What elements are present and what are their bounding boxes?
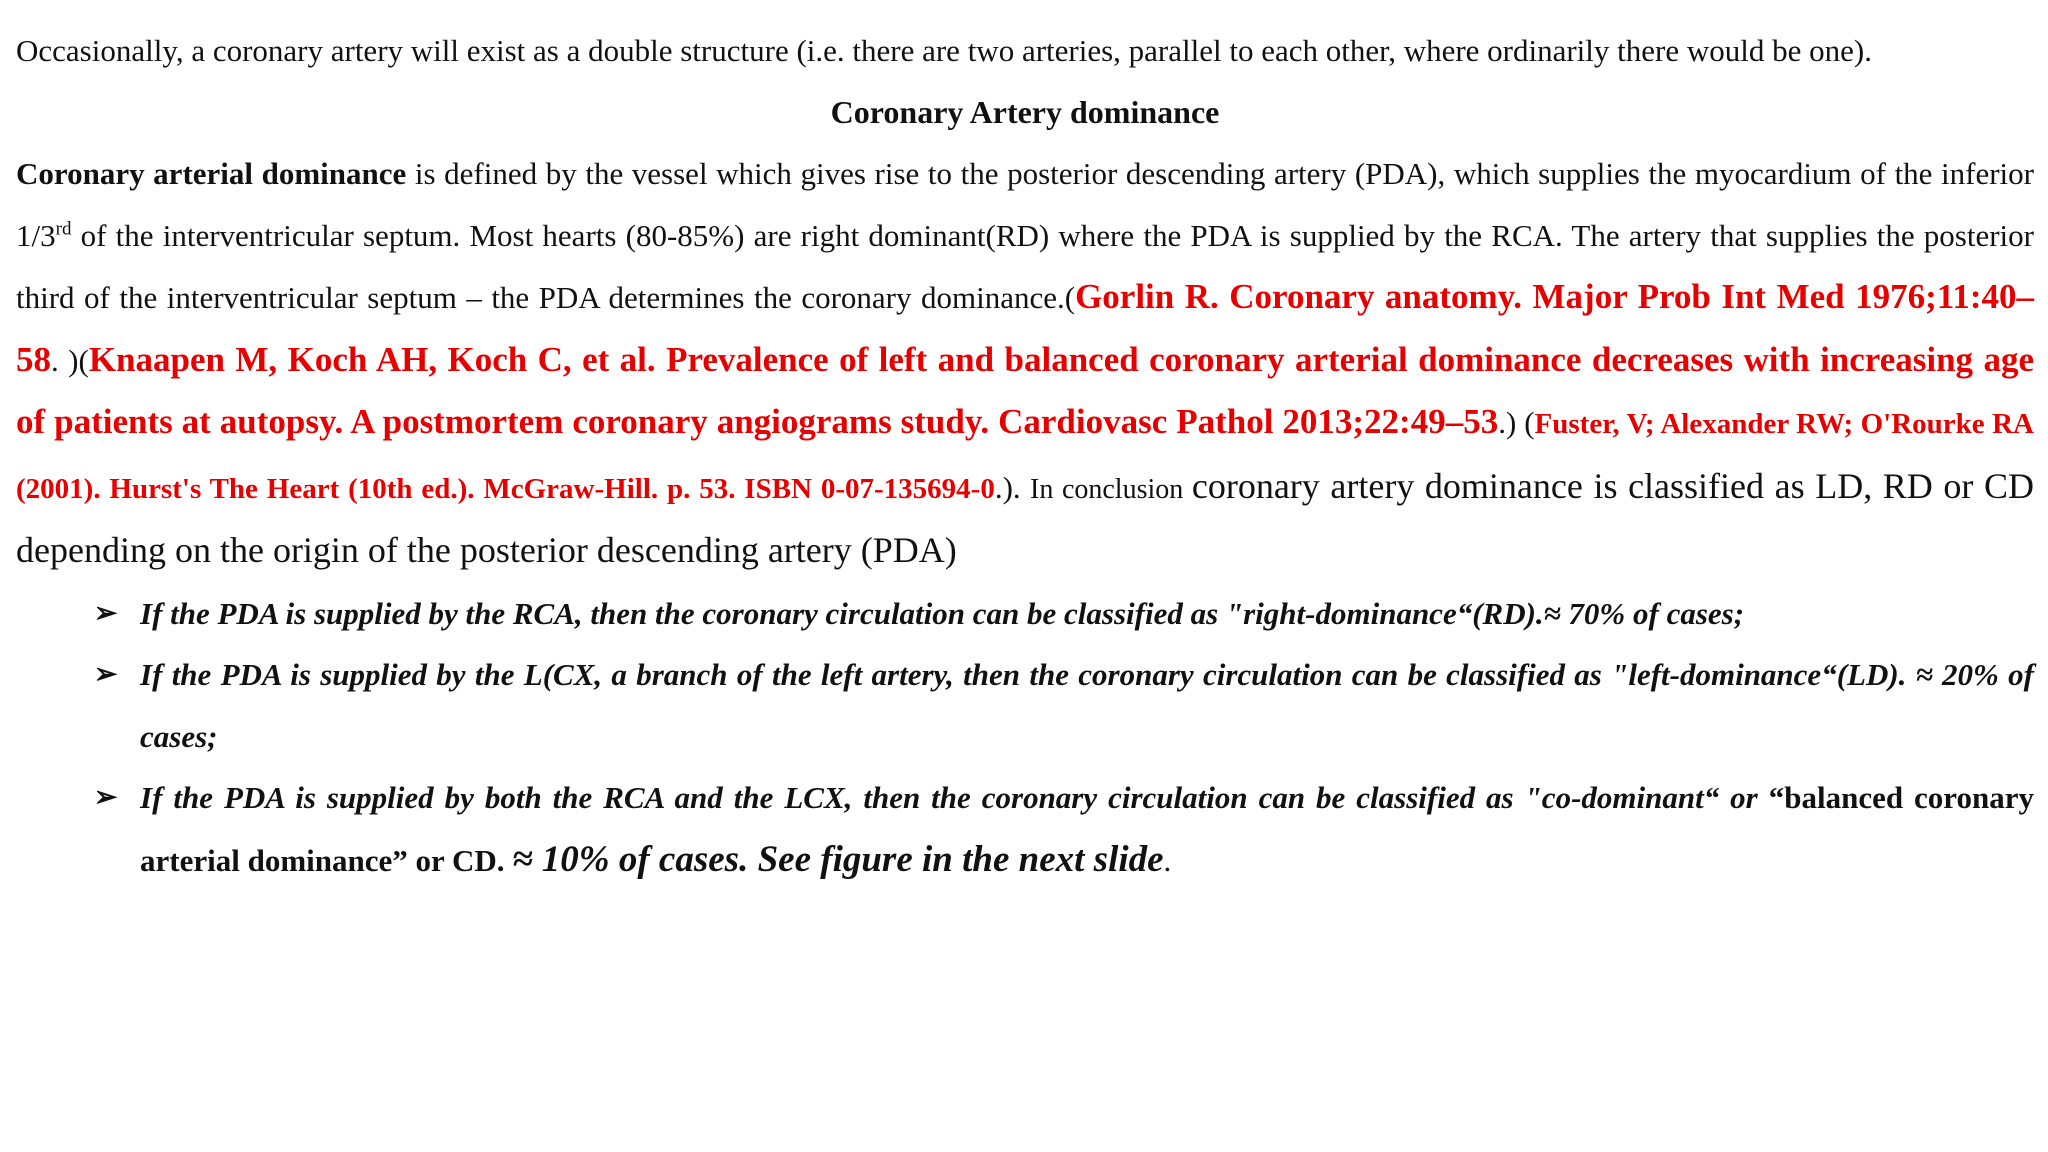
arrow-bullet-icon: ➢: [94, 782, 118, 813]
intro-text: Occasionally, a coronary artery will exist as a double structure (i.e. there are two arteries, parallel to each other, where ordinarily there would be one).: [16, 33, 1872, 68]
definition-text: is defined by the vessel which gives rise to the posterior descending artery (PDA), which supplies the myocardium of the inferior 1/3: [16, 156, 2034, 253]
arrow-bullet-icon: ➢: [94, 659, 118, 690]
dominance-paragraph: [16, 143, 2034, 583]
reference-gorlin: Gorlin R. Coronary anatomy. Major Prob Int Med 1976;11:40–58: [16, 277, 2034, 379]
list-item-left-dominance: [94, 644, 2034, 767]
reference-fuster: Fuster, V; Alexander RW; O'Rourke RA (2001). Hurst's The Heart (10th ed.). McGraw-Hill. p. 53. ISBN 0-07-135694-0: [16, 408, 2034, 505]
section-heading: Coronary Artery dominance: [830, 93, 1220, 130]
list-item-text: If the PDA is supplied by the RCA, then the coronary circulation can be classified as "right-dominance“(RD).≈ 70% of cases;: [140, 595, 1745, 631]
conclusion-lead: In conclusion: [1030, 473, 1192, 505]
co-dominance-percent: ≈ 10% of cases. See figure in the next slide: [512, 838, 1164, 880]
reference-knaapen: Knaapen M, Koch AH, Koch C, et al. Prevalence of left and balanced coronary arterial dominance decreases with increasing age of patients at autopsy. A postmortem coronary angiograms study. Cardiovasc Pathol 2013;22:49–53: [16, 339, 2034, 441]
ordinal-superscript: rd: [55, 218, 72, 240]
list-item-right-dominance: [94, 583, 2034, 645]
reference-separator: .).: [994, 469, 1031, 505]
intro-paragraph: [16, 20, 2034, 82]
conclusion-text: coronary artery dominance is classified as LD, RD or CD depending on the origin of the posterior descending artery (PDA): [16, 465, 2035, 570]
reference-separator: .) (: [1498, 405, 1535, 440]
arrow-bullet-icon: ➢: [94, 597, 118, 629]
dominance-text: of the interventricular septum. Most hearts (80-85%) are right dominant(RD) where the PDA is supplied by the RCA. The artery that supplies the posterior third of the interventricular septum – the PDA determines the coronary dominance.(: [16, 217, 2034, 315]
list-item-co-dominance: [94, 767, 2034, 891]
document-page: [16, 20, 2034, 891]
list-item-text: If the PDA is supplied by the L(CX, a branch of the left artery, then the coronary circulation can be classified as "left-dominance“(LD). ≈ 20% of cases;: [140, 657, 2034, 754]
reference-separator: . )(: [51, 342, 89, 378]
dominance-list: [94, 583, 2034, 892]
balanced-dominance-text: “balanced coronary arterial dominance” or CD.: [140, 780, 2035, 878]
defined-term: Coronary arterial dominance: [16, 156, 407, 191]
list-item-end: .: [1163, 842, 1172, 878]
list-item-text: If the PDA is supplied by both the RCA and the LCX, then the coronary circulation can be classified as "co-dominant“ or: [140, 780, 1769, 815]
